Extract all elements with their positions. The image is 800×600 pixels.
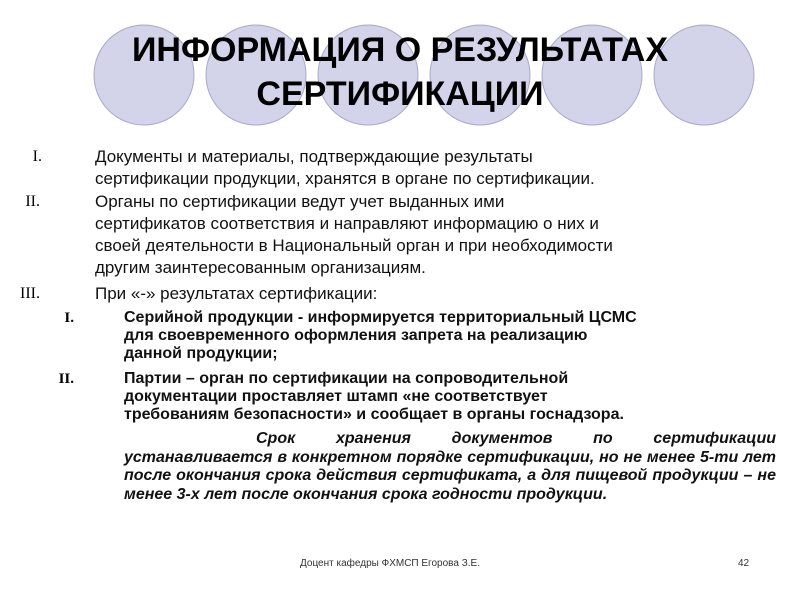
text-line: При «-» результатах сертификации: <box>95 284 378 303</box>
text-line: данной продукции; <box>124 345 278 362</box>
text-line: сертификации продукции, хранятся в органе по сертификации. <box>95 169 595 188</box>
list-item-number: I. <box>32 148 42 165</box>
text-line: Партии – орган по сертификации на сопроводительной <box>124 370 569 387</box>
list-item-text <box>95 146 595 190</box>
text-line: требованиям безопасности» и сообщает в органы госнадзора. <box>124 406 624 423</box>
text-line: для своевременного оформления запрета на реализацию <box>124 327 588 344</box>
sub-list-item-text <box>124 309 637 363</box>
text-line: документации проставляет штамп «не соответствует <box>124 388 548 405</box>
slide-title-line: ИНФОРМАЦИЯ О РЕЗУЛЬТАТАХ <box>131 31 669 69</box>
text-line: Документы и материалы, подтверждающие результаты <box>95 147 533 166</box>
list-item-text <box>95 191 613 279</box>
list-item-number: III. <box>20 285 40 302</box>
footer-author: Доцент кафедры ФХМСП Егорова З.Е. <box>300 558 480 569</box>
text-line: своей деятельности в Национальный орган и при необходимости <box>95 236 613 255</box>
list-item-number: II. <box>25 193 40 210</box>
storage-period-note-text: Срок хранения документов по сертификации устанавливается в конкретном порядке сертификации, но не менее 5-ти лет после окончания срока действия сертификата, а для пищевой продукции – не менее 3-х лет после окончания срока годности продукции. <box>124 430 776 503</box>
list-item-text <box>95 283 377 305</box>
sub-list-item-text <box>124 370 624 424</box>
text-line: сертификатов соответствия и направляют информацию о них и <box>95 214 599 233</box>
storage-period-note <box>124 430 776 504</box>
sub-list-item-number: II. <box>58 371 74 387</box>
text-line: другим заинтересованным организациям. <box>95 258 426 277</box>
sub-list-item-number: I. <box>64 310 74 326</box>
slide-title-line: СЕРТИФИКАЦИИ <box>256 75 544 113</box>
text-line: Серийной продукции - информируется территориальный ЦСМС <box>124 309 637 326</box>
text-line: Органы по сертификации ведут учет выданных ими <box>95 192 505 211</box>
slide-title <box>0 28 800 116</box>
page-number: 42 <box>738 558 750 569</box>
